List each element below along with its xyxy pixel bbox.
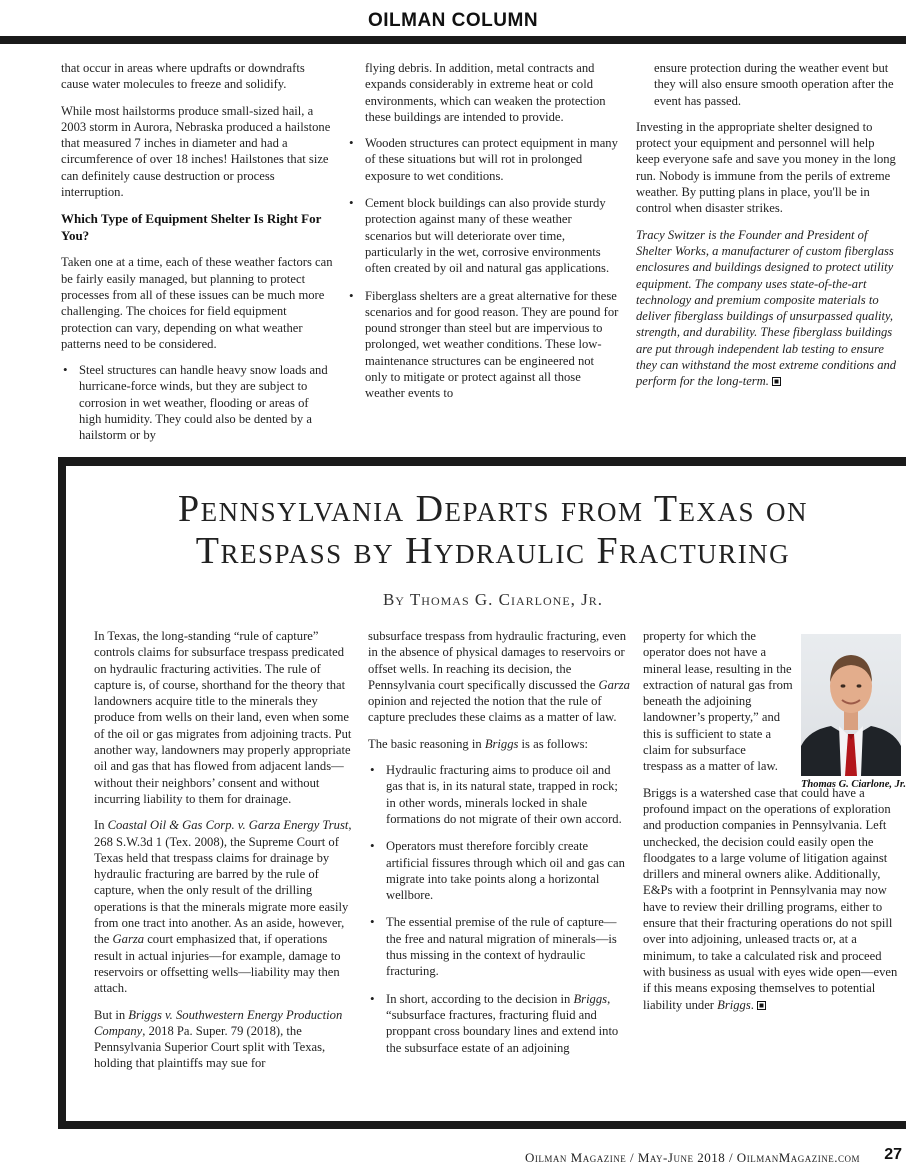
- case-name: Garza: [112, 932, 145, 947]
- paragraph: that occur in areas where updrafts or downdrafts cause water molecules to freeze and solidify.: [61, 61, 305, 92]
- text: Briggs is a watershed case that could have a profound impact on the operations of exploration and production companies in Pennsylvania. Left unchecked, the decision could easily open the floodgates to a large volume of litigation against drillers and mineral owners alike. Additionally, E&Ps with a footprint in Pennsylvania may now have to review their drilling programs, either to ensure that their fracturing operations do not spill over into adjoining, unleased tracts or, at a minimum, to take a calculated risk and proceed with business as usual with eyes wide open—even if this means exposing themselves to potential liability under: [643, 785, 898, 1012]
- paragraph: [94, 1007, 356, 1072]
- article-box-border-left: [58, 457, 66, 1129]
- paragraph: In Texas, the long-standing “rule of capture” controls claims for subsurface trespass predicated on hydraulic fracturing activities. The rule of capture is, of course, shorthand for the theory that landowners acquire title to the minerals they produce from wells on their land, even when some of the oil or gas migrates from adjoining tracts. Put another way, landowners may properly appropriate oil and gas that has flowed from adjacent lands—without their neighbors’ consent and without incurring liability to them for drainage.: [94, 629, 352, 806]
- list-item: • Operators must therefore forcibly create artificial fissures through which oil and gas can migrate into take points along a horizontal wellbore.: [368, 838, 630, 903]
- case-name: Briggs: [484, 736, 519, 751]
- paragraph: Investing in the appropriate shelter designed to protect your equipment and personnel will help keep everyone safe and save you money in the long run. Nobody is immune from the perils of extreme weather. By putting plans in place, you'll be in control when disaster strikes.: [636, 119, 896, 216]
- author-bio: [636, 227, 898, 390]
- prev-article-column-3: [636, 60, 898, 400]
- bullet-list: [347, 135, 619, 401]
- author-portrait-icon: [801, 634, 901, 776]
- paragraph: [643, 785, 905, 1013]
- article-box-border-bottom: [58, 1121, 906, 1129]
- bullet-list: [61, 362, 333, 443]
- list-item: • Steel structures can handle heavy snow loads and hurricane-force winds, but they are subject to corrosion in wet weather, flooding or areas of high humidity. They could also be dented by a hailstorm or by: [61, 362, 333, 443]
- text: is as follows:: [518, 736, 589, 751]
- text: The basic reasoning in: [368, 736, 485, 751]
- list-item: • Cement block buildings can also provide sturdy protection against many of these weather scenarios but will deteriorate over time, particularly in the wet, corrosive environments often created by oil and natural gas applications.: [347, 195, 619, 276]
- text: In short, according to the decision in: [386, 991, 574, 1006]
- text: But in: [94, 1007, 129, 1022]
- article-title-line: Pennsylvania Departs from Texas on: [177, 488, 809, 530]
- author-bio-text: Tracy Switzer is the Founder and President of Shelter Works, a manufacturer of custom fiberglass enclosures and buildings designed to protect utility equipment. The company uses state-of-the-art technology and premium composite materials to deliver fiberglass buildings of unsurpassed quality, strength, and durability. These fiberglass buildings are put through independent lab testing to ensure they can withstand the most extreme conditions and perform for the long-term.: [636, 227, 897, 389]
- list-item: • Wooden structures can protect equipment in many of these situations but will rot in prolonged exposure to wet conditions.: [347, 135, 619, 184]
- paragraph: [368, 628, 630, 726]
- end-of-article-icon: [772, 377, 781, 386]
- page-number: 27: [884, 1146, 902, 1163]
- text: subsurface trespass from hydraulic fracturing, even in the absence of physical damages to reservoirs or offset wells. In reaching its decision, the Pennsylvania court specifically discussed the: [368, 629, 627, 692]
- article-title-line: Trespass by Hydraulic Fracturing: [195, 530, 791, 572]
- text: , “subsurface fractures, fracturing fluid and proppant cross boundary lines and extend into the subsurface estate of an adjoining: [386, 991, 619, 1055]
- text: , 268 S.W.3d 1 (Tex. 2008), the Supreme Court of Texas held that trespass claims for drainage by hydraulic fracturing are barred by the rule of capture, when the only result of the drilling operations is that the minerals migrate more easily from one tract into another. As an aside, however, the: [94, 818, 352, 947]
- article-column-2: [368, 628, 630, 1067]
- paragraph: [94, 817, 356, 996]
- text: , 2018 Pa. Super. 79 (2018), the Pennsylvania Superior Court split with Texas, holding that plaintiffs may sue for: [94, 1023, 326, 1071]
- end-of-article-icon: [757, 1001, 766, 1010]
- text: In: [94, 818, 108, 833]
- text: trespass as a matter of law.: [643, 759, 778, 774]
- header-rule: [0, 36, 906, 44]
- article-box-border-top: [58, 457, 906, 466]
- byline: By Thomas G. Ciarlone, Jr.: [382, 590, 604, 609]
- text: property for which the operator does not have a mineral lease, resulting in the extraction of natural gas from beneath the adjoining landowner’s property,” and this is sufficient to state a claim for subsurface: [643, 629, 793, 758]
- prev-article-column-2: [347, 60, 619, 413]
- list-item: [368, 991, 630, 1056]
- text: opinion and rejected the notion that the rule of capture precludes these claims as a matter of law.: [368, 694, 617, 725]
- section-heading: Which Type of Equipment Shelter Is Right For You?: [61, 211, 322, 244]
- article-title: [80, 488, 906, 572]
- text: .: [750, 997, 754, 1012]
- paragraph: Taken one at a time, each of these weather factors can be fairly easily managed, but planning to protect processes from all of these issues can be much more challenging. The choices for field equipment protection can vary, depending on what weather patterns need to be considered.: [61, 255, 333, 351]
- case-name: Briggs v. Southwestern Energy Production Company: [94, 1007, 343, 1038]
- case-name: Briggs: [573, 991, 608, 1006]
- case-name: Coastal Oil & Gas Corp. v. Garza Energy Trust: [107, 818, 349, 833]
- paragraph: While most hailstorms produce small-sized hail, a 2003 storm in Aurora, Nebraska produced a hailstone that measured 7 inches in diameter and had a circumference of over 18 inches! Hailstones that size can definitely cause destruction or process interruption.: [61, 103, 331, 200]
- paragraph: [368, 736, 630, 752]
- text: court emphasized that, if operations result in actual injuries—for example, damage to reservoirs or offsetting wells—liability may then attach.: [94, 932, 341, 996]
- list-item: • The essential premise of the rule of capture—the free and natural migration of minerals—is thus missing in the context of hydraulic fracturing.: [368, 914, 630, 979]
- case-name: Garza: [598, 677, 630, 692]
- footer-publication: Oilman Magazine / May-June 2018 / OilmanMagazine.com: [525, 1150, 860, 1165]
- section-title: OILMAN COLUMN: [367, 10, 539, 31]
- list-item: • Fiberglass shelters are a great alternative for these scenarios and for good reason. They are pound for pound stronger than steel but are impervious to prolonged, wet weather conditions. These low-maintenance structures can be engineered not only to mitigate or protect against all those weather events to: [347, 288, 619, 402]
- bullet-list: [368, 762, 630, 1056]
- case-name: Briggs: [717, 997, 751, 1012]
- prev-article-column-1: [61, 60, 333, 455]
- paragraph: ensure protection during the weather event but they will also ensure smooth operation after the event has passed.: [654, 61, 894, 108]
- list-item: • Hydraulic fracturing aims to produce oil and gas that is, in its natural state, trapped in rock; in other words, minerals locked in shale formations do not migrate of their own accord.: [368, 762, 630, 827]
- article-column-1: [94, 628, 356, 1082]
- photo-caption: Thomas G. Ciarlone, Jr.: [800, 779, 906, 790]
- paragraph: flying debris. In addition, metal contracts and expands considerably in extreme heat or cold environments, which can weaken the protection these buildings are intended to provide.: [365, 61, 606, 124]
- author-photo: [801, 634, 901, 776]
